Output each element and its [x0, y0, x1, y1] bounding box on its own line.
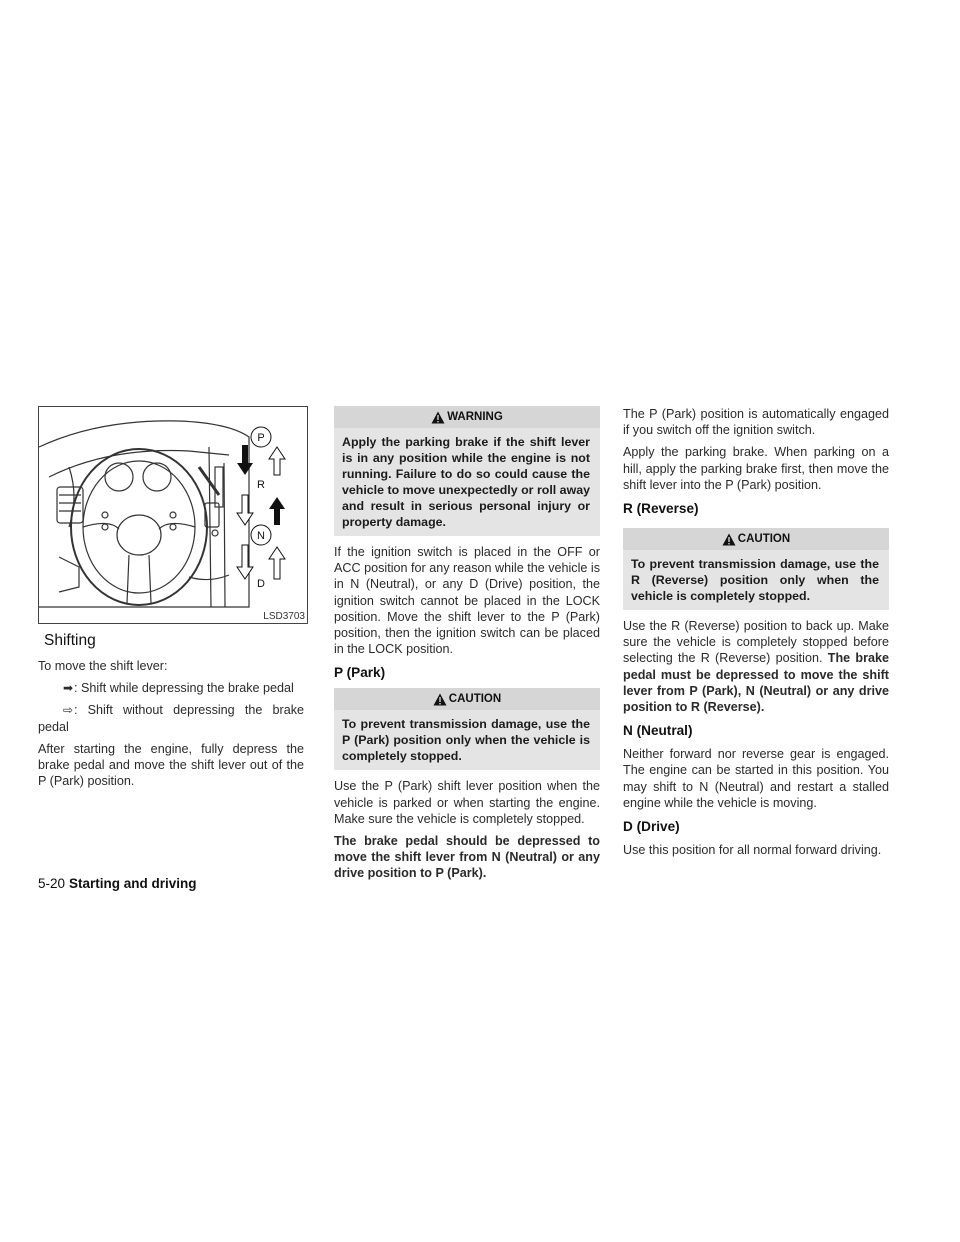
park-bold-paragraph: The brake pedal should be depressed to move the shift lever from N (Neutral) or any drive position to P (Park).: [334, 834, 600, 881]
column-1: [38, 406, 304, 795]
caution-box-park: [334, 688, 600, 770]
drive-paragraph: Use this position for all normal forward driving.: [623, 843, 882, 858]
legend-solid-arrow: ➡: Shift while depressing the brake pedal: [62, 681, 294, 696]
reverse-bold-text: The brake pedal must be depressed to move the shift lever from P (Park), N (Neutral) or any drive position to R (Reverse).: [623, 651, 889, 715]
shifting-after: After starting the engine, fully depress the brake pedal and move the shift lever out of the P (Park) position.: [38, 741, 304, 789]
outline-arrow-down-icon-2: [237, 545, 253, 579]
page-footer: [38, 876, 197, 891]
park-brake-paragraph: Apply the parking brake. When parking on a hill, apply the parking brake first, then move the shift lever into the P (Park) position.: [623, 445, 889, 492]
caution-triangle-icon: [433, 693, 447, 706]
shifting-intro: To move the shift lever:: [38, 659, 168, 673]
ignition-paragraph: If the ignition switch is placed in the OFF or ACC position for any reason while the vehicle is in N (Neutral), or any D (Drive) position, the ignition switch cannot be placed in the LOCK position. Move the shift lever to the P (Park) position, then the ignition switch can be placed in the LOCK position.: [334, 545, 600, 657]
solid-arrow-down-icon: [237, 445, 253, 475]
outline-arrow-up-icon-2: [269, 547, 285, 579]
gear-label-p: P: [257, 432, 265, 444]
gear-label-n: N: [257, 530, 265, 542]
heading-drive: D (Drive): [623, 819, 680, 835]
caution-text-reverse: To prevent transmission damage, use the R (Reverse) position only when the vehicle is completely stopped.: [631, 557, 879, 604]
caution-box-reverse: [623, 528, 889, 610]
outline-arrow-down-icon: [237, 495, 253, 525]
heading-park: P (Park): [334, 665, 386, 681]
warning-box: [334, 406, 600, 536]
neutral-paragraph: Neither forward nor reverse gear is engaged. The engine can be started in this position. You may shift to N (Neutral) and restart a stalled engine while the vehicle is moving.: [623, 747, 889, 810]
solid-arrow-icon: ➡: [62, 681, 74, 696]
gear-label-d: D: [257, 578, 265, 590]
outline-arrow-icon: ⇨: [62, 703, 74, 718]
solid-arrow-up-icon: [269, 497, 285, 525]
chapter-title: Starting and driving: [69, 876, 197, 891]
heading-neutral: N (Neutral): [623, 723, 693, 739]
gear-label-r: R: [257, 479, 265, 491]
page-number: 5-20: [38, 876, 66, 891]
legend-outline-arrow: ⇨: Shift without depressing the brake pedal: [38, 703, 304, 734]
warning-text: Apply the parking brake if the shift lever is in any position while the engine is not running. Failure to do so could cause the vehicle to move unexpectedly or roll away and result in serious personal injury or property damage.: [342, 435, 590, 529]
reverse-paragraph: Use the R (Reverse) position to back up. Make sure the vehicle is completely stopped before selecting the R (Reverse) position. The brake pedal must be depressed to move the shift lever from P (Park), N (Neutral) or any drive position to R (Reverse).: [623, 619, 889, 715]
outline-arrow-up-icon: [269, 447, 285, 475]
park-paragraph: Use the P (Park) shift lever position when the vehicle is parked or when starting the engine. Make sure the vehicle is completely stopped.: [334, 779, 600, 826]
figure-code: LSD3703: [263, 611, 305, 622]
warning-header: WARNING: [334, 406, 600, 428]
park-auto-paragraph: The P (Park) position is automatically engaged if you switch off the ignition switch.: [623, 407, 889, 438]
heading-reverse: R (Reverse): [623, 501, 699, 517]
section-title-shifting: Shifting: [44, 632, 96, 649]
caution-text-park: To prevent transmission damage, use the P (Park) position only when the vehicle is completely stopped.: [342, 717, 590, 764]
warning-triangle-icon: [431, 411, 445, 424]
caution-header-reverse: CAUTION: [623, 528, 889, 550]
caution-header-park: CAUTION: [334, 688, 600, 710]
column-3: [623, 406, 889, 864]
column-2: [334, 406, 600, 888]
dashboard-illustration: [39, 407, 308, 624]
caution-triangle-icon: [722, 533, 736, 546]
shift-lever-figure: [38, 406, 308, 624]
